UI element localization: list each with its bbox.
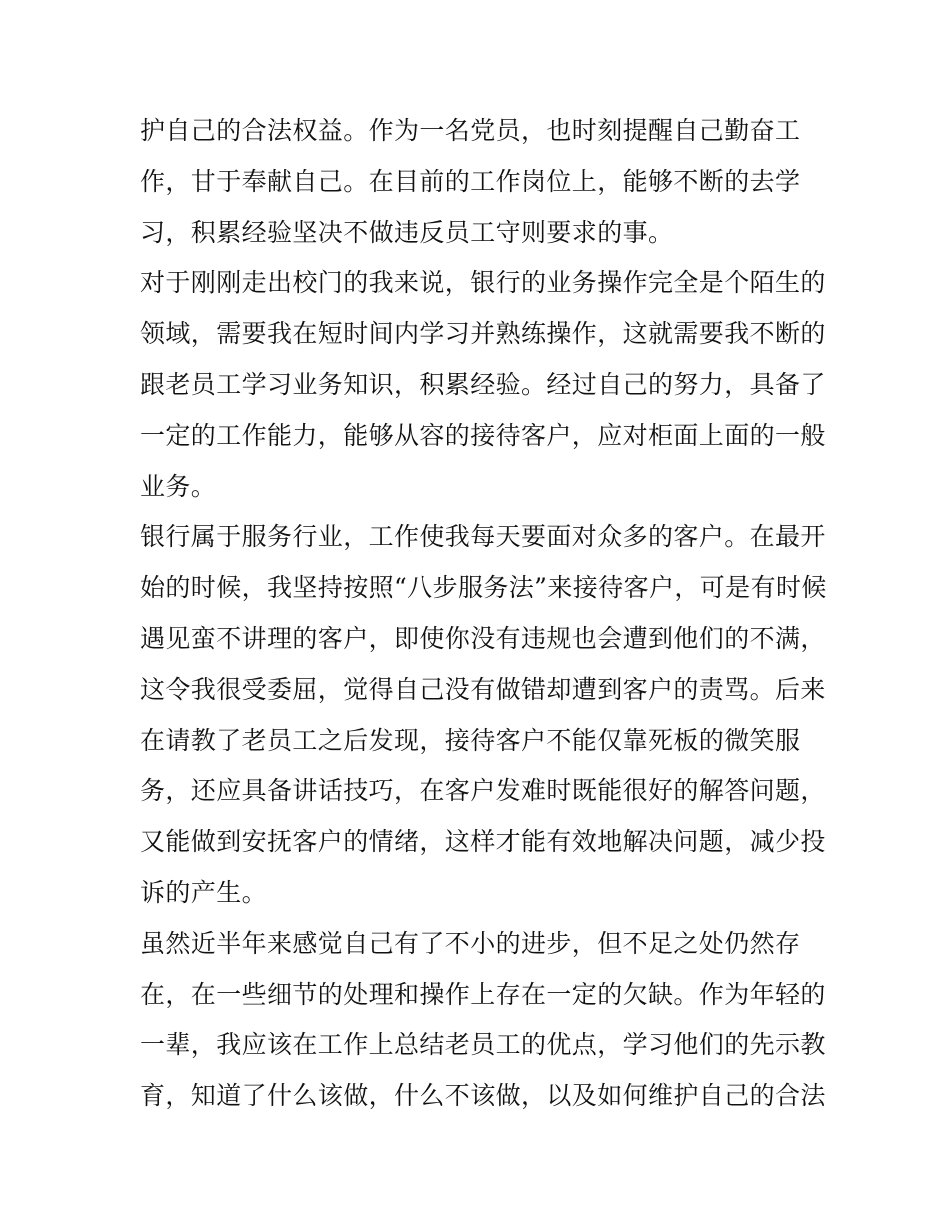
text-line-15: 又能做到安抚客户的情绪，这样才能有效地解决问题，减少投 (140, 827, 826, 857)
text-line-10: 始的时候，我坚持按照“八步服务法”来接待客户，可是有时候 (140, 573, 827, 603)
text-line-5: 领域，需要我在短时间内学习并熟练操作，这就需要我不断的 (140, 319, 826, 349)
text-line-11: 遇见蛮不讲理的客户，即使你没有违规也会遭到他们的不满， (140, 623, 826, 653)
text-line-1: 护自己的合法权益。作为一名党员，也时刻提醒自己勤奋工 (140, 116, 801, 145)
text-line-14: 务，还应具备讲话技巧，在客户发难时既能很好的解答问题， (140, 776, 826, 806)
text-line-6: 跟老员工学习业务知识，积累经验。经过自己的努力，具备了 (140, 369, 826, 399)
text-line-19: 一辈，我应该在工作上总结老员工的优点，学习他们的先示教 (140, 1030, 826, 1060)
text-line-8: 业务。 (140, 471, 217, 501)
text-line-16: 诉的产生。 (140, 877, 268, 907)
text-line-12: 这令我很受委屈，觉得自己没有做错却遭到客户的责骂。后来 (140, 674, 826, 704)
text-line-7: 一定的工作能力，能够从容的接待客户，应对柜面上面的一般 (140, 420, 826, 450)
text-line-18: 在，在一些细节的处理和操作上存在一定的欠缺。作为年轻的 (140, 979, 826, 1009)
text-line-13: 在请教了老员工之后发现，接待客户不能仅靠死板的微笑服 (140, 725, 801, 755)
document-body (140, 106, 827, 1122)
text-line-2: 作，甘于奉献自己。在目前的工作岗位上，能够不断的去学 (140, 166, 801, 196)
text-line-20: 育，知道了什么该做，什么不该做，以及如何维护自己的合法 (140, 1081, 826, 1111)
text-line-4: 对于刚刚走出校门的我来说，银行的业务操作完全是个陌生的 (140, 268, 826, 298)
text-line-17: 虽然近半年来感觉自己有了不小的进步，但不足之处仍然存 (140, 928, 801, 958)
text-line-9: 银行属于服务行业，工作使我每天要面对众多的客户。在最开 (140, 522, 826, 552)
text-line-3: 习，积累经验坚决不做违反员工守则要求的事。 (140, 217, 674, 247)
